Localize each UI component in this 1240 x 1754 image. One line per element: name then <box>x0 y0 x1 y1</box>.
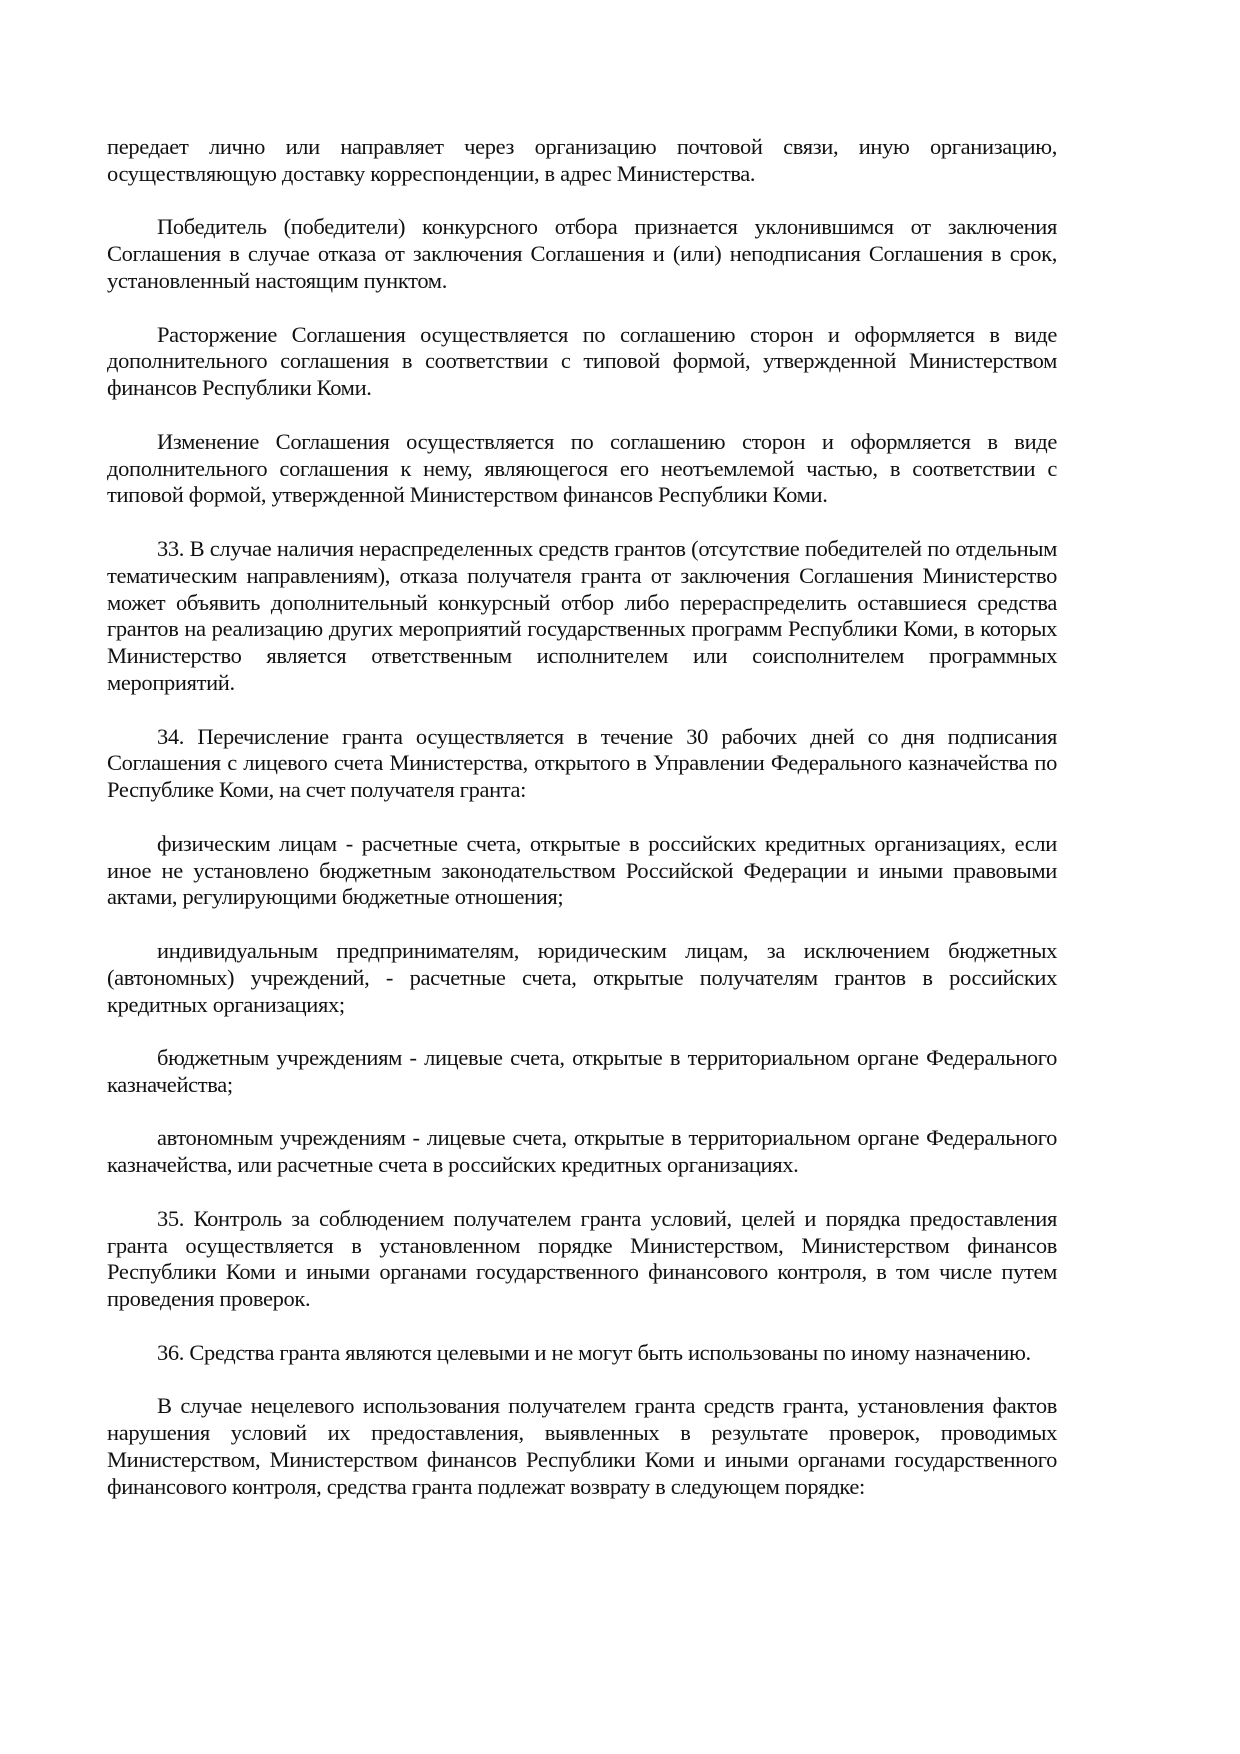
paragraph-clause-35: 35. Контроль за соблюдением получателем гранта условий, целей и порядка предоставления гранта осуществляется в установленном порядке Министерством, Министерством финансов Республики Коми и иными органами государственного финансового контроля, в том числе путем проведения проверок. <box>107 1205 1057 1312</box>
paragraph-delivery-continuation: передает лично или направляет через организацию почтовой связи, иную организацию, осуществляющую доставку корреспонденции, в адрес Министерства. <box>107 134 1057 186</box>
paragraph-winner-evasion: Победитель (победители) конкурсного отбора признается уклонившимся от заключения Соглашения в случае отказа от заключения Соглашения и (или) неподписания Соглашения в срок, установленный настоящим пунктом. <box>107 214 1057 293</box>
paragraph-entrepreneurs-accounts: индивидуальным предпринимателям, юридическим лицам, за исключением бюджетных (автономных) учреждений, - расчетные счета, открытые получателям грантов в российских кредитных организациях; <box>107 937 1057 1017</box>
paragraph-individuals-accounts: физическим лицам - расчетные счета, открытые в российских кредитных организациях, если иное не установлено бюджетным законодательством Российской Федерации и иными правовыми актами, регулирующими бюджетные отношения; <box>107 830 1057 910</box>
document-page <box>107 134 1057 1527</box>
paragraph-clause-34: 34. Перечисление гранта осуществляется в течение 30 рабочих дней со дня подписания Соглашения с лицевого счета Министерства, открытого в Управлении Федерального казначейства по Республике Коми, на счет получателя гранта: <box>107 723 1057 803</box>
paragraph-clause-36: 36. Средства гранта являются целевыми и не могут быть использованы по иному назначению. <box>157 1339 1031 1365</box>
paragraph-misuse-refund: В случае нецелевого использования получателем гранта средств гранта, установления фактов нарушения условий их предоставления, выявленных в результате проверок, проводимых Министерством, Министерством финансов Республики Коми и иными органами государственного финансового контроля, средства гранта подлежат возврату в следующем порядке: <box>107 1393 1057 1499</box>
paragraph-budget-institutions-accounts: бюджетным учреждениям - лицевые счета, открытые в территориальном органе Федерального казначейства; <box>107 1045 1057 1097</box>
paragraph-agreement-amendment: Изменение Соглашения осуществляется по соглашению сторон и оформляется в виде дополнительного соглашения к нему, являющегося его неотъемлемой частью, в соответствии с типовой формой, утвержденной Министерством финансов Республики Коми. <box>107 428 1057 508</box>
paragraph-clause-33: 33. В случае наличия нераспределенных средств грантов (отсутствие победителей по отдельным тематическим направлениям), отказа получателя гранта от заключения Соглашения Министерство может объявить дополнительный конкурсный отбор либо перераспределить оставшиеся средства грантов на реализацию других мероприятий государственных программ Республики Коми, в которых Министерство является ответственным исполнителем или соисполнителем программных мероприятий. <box>107 535 1057 695</box>
paragraph-autonomous-institutions-accounts: автономным учреждениям - лицевые счета, открытые в территориальном органе Федерального казначейства, или расчетные счета в российских кредитных организациях. <box>107 1125 1057 1178</box>
paragraph-agreement-termination: Расторжение Соглашения осуществляется по соглашению сторон и оформляется в виде дополнительного соглашения в соответствии с типовой формой, утвержденной Министерством финансов Республики Коми. <box>107 321 1057 401</box>
